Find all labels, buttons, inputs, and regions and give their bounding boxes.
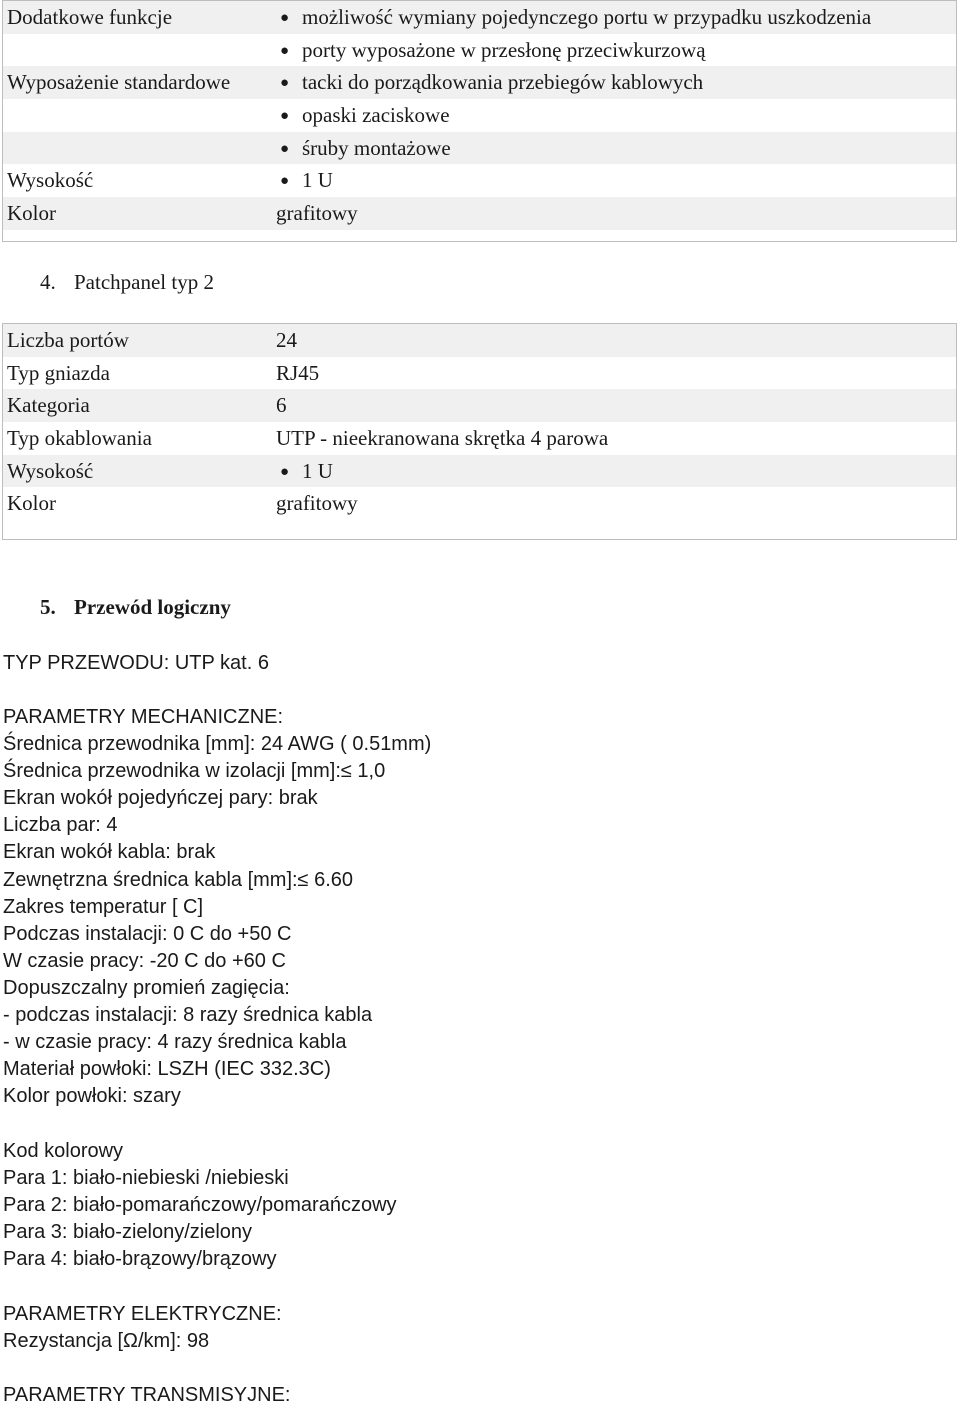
bullet-icon: ●	[280, 75, 290, 92]
section-title: Przewód logiczny	[74, 595, 231, 619]
spec-line: - w czasie pracy: 4 razy średnica kabla	[3, 1031, 347, 1053]
cable-type: TYP PRZEWODU: UTP kat. 6	[3, 652, 269, 674]
table-row	[3, 99, 956, 132]
spec-line: Ekran wokół kabla: brak	[3, 841, 216, 863]
spec-line: Rezystancja [Ω/km]: 98	[3, 1330, 210, 1352]
spec-line: Para 3: biało-zielony/zielony	[3, 1221, 253, 1243]
spec-line: W czasie pracy: -20 C do +60 C	[3, 950, 286, 972]
row-value: UTP - nieekranowana skrętka 4 parowa	[276, 426, 609, 451]
spec-line: Liczba par: 4	[3, 814, 118, 836]
spec-line: Ekran wokół pojedyńczej pary: brak	[3, 787, 318, 809]
row-value: 24	[276, 328, 297, 352]
row-label: Kolor	[7, 201, 56, 226]
table-additional-features	[2, 0, 957, 242]
spec-line: Para 2: biało-pomarańczowy/pomarańczowy	[3, 1194, 397, 1216]
row-label: Kolor	[7, 491, 56, 516]
row-label: Wysokość	[7, 168, 94, 193]
row-value: ● tacki do porządkowania przebiegów kablowych	[280, 69, 703, 97]
electrical-header: PARAMETRY ELEKTRYCZNE:	[3, 1303, 282, 1325]
spec-line: Zewnętrzna średnica kabla [mm]:≤ 6.60	[3, 869, 354, 891]
row-value: ● śruby montażowe	[280, 135, 451, 163]
row-label: Dodatkowe funkcje	[7, 5, 173, 29]
spec-line: Zakres temperatur [ C]	[3, 896, 204, 918]
spec-line: Para 4: biało-brązowy/brązowy	[3, 1248, 277, 1270]
section-number: 4.	[40, 270, 56, 294]
color-code-header: Kod kolorowy	[3, 1140, 124, 1162]
row-value: ● 1 U	[280, 167, 333, 195]
spec-line: Para 1: biało-niebieski /niebieski	[3, 1167, 289, 1189]
spec-line: Średnica przewodnika w izolacji [mm]:≤ 1,0	[3, 760, 386, 782]
table-row	[3, 132, 956, 165]
row-value: ● 1 U	[280, 458, 333, 486]
bullet-icon: ●	[280, 173, 290, 190]
row-value: ● możliwość wymiany pojedynczego portu w przypadku uszkodzenia	[280, 4, 871, 32]
row-label: Wyposażenie standardowe	[7, 70, 231, 95]
row-value: ● porty wyposażone w przesłonę przeciwkurzową	[280, 37, 706, 65]
row-value: ● opaski zaciskowe	[280, 102, 450, 130]
table-row	[3, 197, 956, 230]
row-label: Typ gniazda	[7, 360, 110, 385]
bullet-icon: ●	[280, 42, 290, 59]
table-row	[3, 1, 956, 34]
section-title: Patchpanel typ 2	[74, 270, 214, 294]
table-row	[3, 389, 956, 422]
table-row	[3, 324, 956, 357]
bullet-icon: ●	[280, 463, 290, 480]
table-patchpanel	[2, 323, 957, 540]
table-row	[3, 455, 956, 488]
table-row	[3, 357, 956, 390]
table-row	[3, 66, 956, 99]
row-value: RJ45	[276, 360, 320, 385]
bullet-icon: ●	[280, 108, 290, 125]
row-label: Typ okablowania	[7, 426, 152, 451]
spec-line: Średnica przewodnika [mm]: 24 AWG ( 0.51mm)	[3, 733, 432, 755]
row-label: Kategoria	[7, 393, 90, 418]
row-value: grafitowy	[276, 201, 358, 226]
row-value: grafitowy	[276, 491, 358, 516]
section-heading-4	[40, 269, 214, 296]
table-row	[3, 164, 956, 197]
transmission-header: PARAMETRY TRANSMISYJNE:	[3, 1384, 291, 1406]
bullet-icon: ●	[280, 140, 290, 157]
bullet-icon: ●	[280, 10, 290, 26]
table-row	[3, 34, 956, 67]
row-label: Wysokość	[7, 458, 94, 483]
section-heading-5	[40, 594, 231, 621]
table-row	[3, 487, 956, 520]
table-row	[3, 422, 956, 455]
mechanical-header: PARAMETRY MECHANICZNE:	[3, 706, 284, 728]
spec-line: Kolor powłoki: szary	[3, 1085, 181, 1107]
spec-line: Dopuszczalny promień zagięcia:	[3, 977, 290, 999]
spec-line: Materiał powłoki: LSZH (IEC 332.3C)	[3, 1058, 331, 1080]
row-value: 6	[276, 393, 287, 418]
row-label: Liczba portów	[7, 328, 129, 352]
spec-line: - podczas instalacji: 8 razy średnica kabla	[3, 1004, 373, 1026]
spec-line: Podczas instalacji: 0 C do +50 C	[3, 923, 292, 945]
section-number: 5.	[40, 595, 56, 619]
